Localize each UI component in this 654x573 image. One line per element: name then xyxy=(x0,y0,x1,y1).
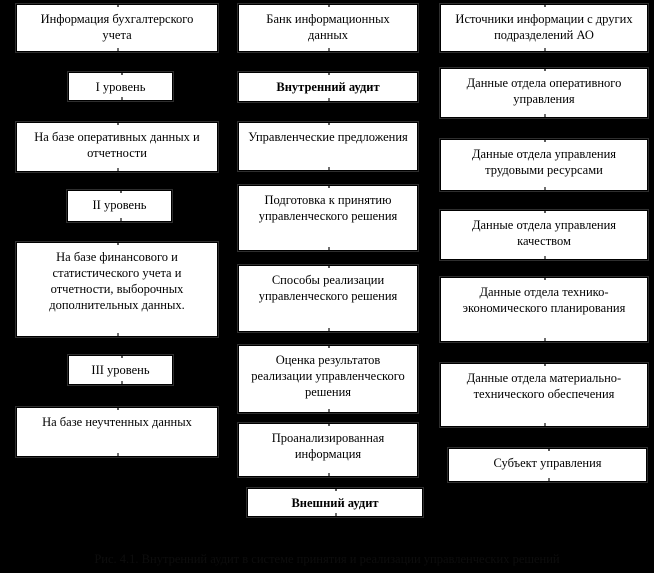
box-label: III уровень xyxy=(91,363,150,377)
box-label: На базе оперативных данных и отчетности xyxy=(34,130,200,160)
box-financial-statistical-base xyxy=(16,242,218,337)
box-operational-management-dept xyxy=(440,68,648,118)
box-label: Внешний аудит xyxy=(291,496,379,510)
box-label: Данные отдела оперативного управления xyxy=(466,76,622,106)
box-label: Внутренний аудит xyxy=(276,80,380,94)
box-label: II уровень xyxy=(92,198,147,212)
box-results-evaluation xyxy=(238,345,418,413)
box-label: Источники информации с других подразделений АО xyxy=(455,12,633,42)
box-other-departments-sources xyxy=(440,4,648,52)
box-hr-management-dept xyxy=(440,139,648,191)
box-label: Данные отдела материально-технического обеспечения xyxy=(466,371,622,401)
box-unrecorded-data-base xyxy=(16,407,218,457)
box-label: Управленческие предложения xyxy=(248,130,408,144)
box-information-data-bank xyxy=(238,4,418,52)
box-internal-audit xyxy=(238,72,418,102)
box-label: Данные отдела технико-экономического планирования xyxy=(462,285,626,315)
box-implementation-methods xyxy=(238,265,418,332)
box-label: На базе финансового и статистического учета и отчетности, выборочных дополнительных данных. xyxy=(49,250,185,312)
box-label: Оценка результатов реализации управленческого решения xyxy=(251,353,405,399)
box-level-1 xyxy=(68,72,173,101)
box-management-proposals xyxy=(238,122,418,171)
box-label: Подготовка к принятию управленческого решения xyxy=(258,193,398,223)
box-label: Субъект управления xyxy=(493,456,602,470)
box-operational-data-base xyxy=(16,122,218,172)
box-label: Данные отдела управления трудовыми ресурсами xyxy=(471,147,617,177)
box-label: Способы реализации управленческого решения xyxy=(258,273,398,303)
box-accounting-information xyxy=(16,4,218,52)
box-external-audit xyxy=(247,488,423,517)
box-label: Банк информационных данных xyxy=(266,12,390,42)
box-analyzed-information xyxy=(238,423,418,477)
box-label: I уровень xyxy=(95,80,146,94)
box-material-technical-supply-dept xyxy=(440,363,648,427)
box-management-subject xyxy=(448,448,647,482)
box-quality-management-dept xyxy=(440,210,648,260)
box-decision-preparation xyxy=(238,185,418,251)
box-technical-economic-planning-dept xyxy=(440,277,648,342)
box-label: Информация бухгалтерского учета xyxy=(40,12,194,42)
box-label: На базе неучтенных данных xyxy=(42,415,192,429)
box-level-2 xyxy=(67,190,172,222)
box-level-3 xyxy=(68,355,173,385)
box-label: Проанализированная информация xyxy=(271,431,385,461)
box-label: Данные отдела управления качеством xyxy=(471,218,617,248)
figure-caption: Рис. 4.1. Внутренний аудит в системе принятия и реализации управленческих решений xyxy=(94,552,560,566)
